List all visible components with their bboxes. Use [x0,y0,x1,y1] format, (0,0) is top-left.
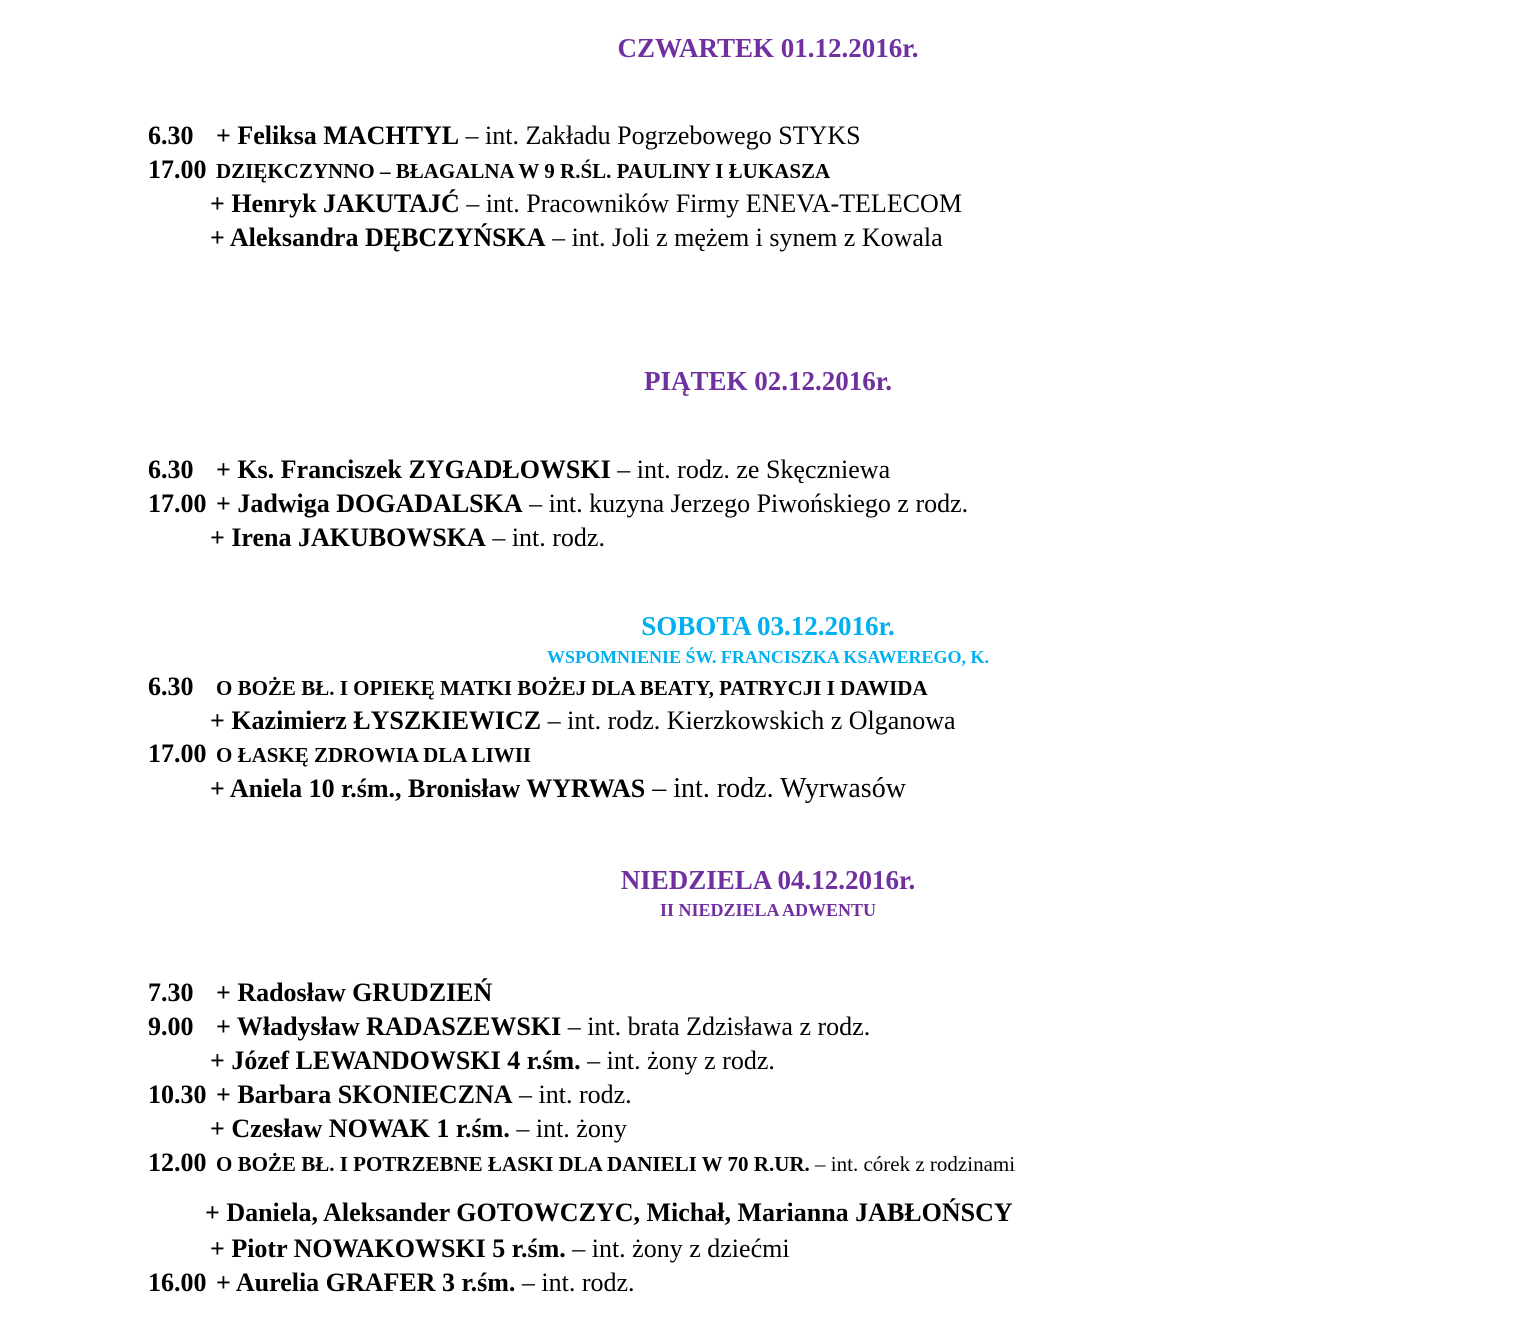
intention-requester: – int. rodz. ze Skęczniewa [610,455,891,484]
intention-name: O BOŻE BŁ. I OPIEKĘ MATKI BOŻEJ DLA BEATY, PATRYCJI I DAWIDA [216,676,928,700]
intention-name: + Aniela 10 r.śm., Bronisław WYRWAS [210,774,646,803]
intention-name: O BOŻE BŁ. I POTRZEBNE ŁASKI DLA DANIELI W 70 R.UR. [216,1152,810,1176]
intention-name: + Józef LEWANDOWSKI 4 r.śm. [210,1046,581,1075]
intention-name: + Henryk JAKUTAJĆ [210,189,460,218]
mass-entry [210,522,605,554]
mass-time: 6.30 [148,672,194,701]
mass-time: 6.30 [148,121,194,150]
intention-requester: – int. żony z rodz. [580,1046,775,1075]
day-title-saturday: SOBOTA 03.12.2016r. [641,611,895,641]
mass-entry [210,222,943,254]
intention-requester: – int. kuzyna Jerzego Piwońskiego z rodz. [522,489,969,518]
mass-time: 10.30 [148,1080,207,1109]
day-title-thursday: CZWARTEK 01.12.2016r. [617,33,919,63]
intention-name: + Piotr NOWAKOWSKI 5 r.śm. [210,1234,566,1263]
mass-entry [148,1079,632,1111]
mass-entry [148,1147,1015,1180]
mass-entry [148,154,830,187]
intention-requester: – int. żony [509,1114,627,1143]
intention-requester: – int. rodz. Kierzkowskich z Olganowa [541,706,956,735]
mass-entry [210,1113,627,1145]
intention-name: + Feliksa MACHTYL [216,121,460,150]
mass-entry [148,454,890,486]
mass-entry [210,188,962,220]
mass-entry [148,488,968,520]
day-subtitle-saturday: WSPOMNIENIE ŚW. FRANCISZKA KSAWEREGO, K. [547,647,989,667]
day-title-friday: PIĄTEK 02.12.2016r. [643,366,893,396]
intention-requester: – int. rodz. [512,1080,632,1109]
mass-time: 17.00 [148,739,207,768]
intention-name: DZIĘKCZYNNO – BŁAGALNA W 9 R.ŚL. PAULINY I ŁUKASZA [216,159,831,183]
mass-time: 6.30 [148,455,194,484]
mass-time: 17.00 [148,155,207,184]
intention-name: + Władysław RADASZEWSKI [216,1012,562,1041]
mass-entry [148,1267,635,1299]
mass-time: 17.00 [148,489,207,518]
day-subtitle-sunday: II NIEDZIELA ADWENTU [659,900,877,920]
intention-requester: – int. rodz. Wyrwasów [645,773,906,804]
intention-requester: – int. Zakładu Pogrzebowego STYKS [459,121,861,150]
mass-time: 16.00 [148,1268,207,1297]
intention-name: + Czesław NOWAK 1 r.śm. [210,1114,510,1143]
intention-name: + Jadwiga DOGADALSKA [216,489,523,518]
mass-time: 12.00 [148,1148,207,1177]
intention-name: + Ks. Franciszek ZYGADŁOWSKI [216,455,611,484]
intention-name: + Aurelia GRAFER 3 r.śm. [216,1268,516,1297]
mass-time: 7.30 [148,978,194,1007]
intention-name: + Aleksandra DĘBCZYŃSKA [210,223,546,252]
intention-requester: – int. Pracowników Firmy ENEVA-TELECOM [459,189,962,218]
intention-requester: – int. Joli z mężem i synem z Kowala [545,223,943,252]
mass-entry [205,1197,1013,1229]
mass-entry [210,705,956,737]
mass-entry [148,120,861,152]
intention-name: + Radosław GRUDZIEŃ [216,978,493,1007]
mass-entry [210,773,906,805]
mass-time: 9.00 [148,1012,194,1041]
intention-name: + Barbara SKONIECZNA [216,1080,513,1109]
intention-name: + Kazimierz ŁYSZKIEWICZ [210,706,542,735]
intention-requester: – int. brata Zdzisława z rodz. [561,1012,871,1041]
intention-name: + Daniela, Aleksander GOTOWCZYC, Michał, Marianna JABŁOŃSCY [205,1198,1013,1227]
intention-name: + Irena JAKUBOWSKA [210,523,486,552]
mass-entry [148,671,928,704]
mass-entry [148,1011,870,1043]
mass-entry [210,1045,775,1077]
mass-entry [210,1233,790,1265]
day-title-sunday: NIEDZIELA 04.12.2016r. [620,865,916,895]
mass-entry [148,977,492,1009]
mass-entry [148,738,531,771]
intention-requester: – int. rodz. [515,1268,635,1297]
intention-requester: – int. żony z dziećmi [565,1234,790,1263]
intention-requester: – int. rodz. [485,523,605,552]
intention-requester: – int. córek z rodzinami [809,1152,1016,1176]
intention-name: O ŁASKĘ ZDROWIA DLA LIWII [216,743,532,767]
